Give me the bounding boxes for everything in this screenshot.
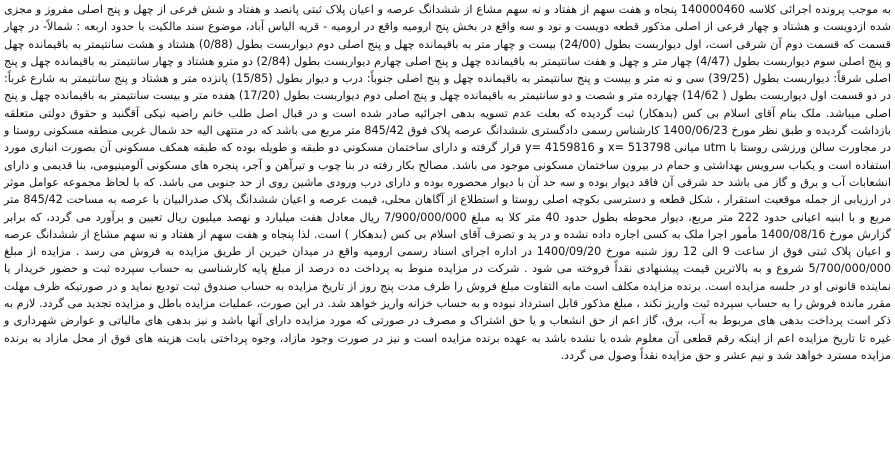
notice-body: به موجب پرونده اجرائی کلاسه 140000460 پنجاه و هفت سهم از هفتاد و نه سهم مشاع از ششدانگ عرصه و اعیان پلاک ثبتی پانصد و هفتاد و شش فرعی از چهل و پنج اصلی مفروز و مجزی شده ازدویست و هشتاد و چهار فرعی از اصلی مذکور قطعه دویست و نود و سه واقع در بخش پنج ارومیه واقع در ارومیه - قریه الیاس آباد، موضوع سند مالکیت با حدود اربعه : شمالاً- در چهار قسمت که قسمت دوم آن شرقی است، اول دیواربست بطول (24/00) بیست و چهار متر به باقیمانده چهل و پنج اصلی دوم دیواربست بطول (0/88) هشتاد و هشت سانتیمتر به باقیمانده چهل و پنج اصلی سوم دیواربست بطول (4/47) چهار متر و چهل و هفت سانتیمتر به باقیمانده چهل و پنج اصلی چهارم دیواربست بطول (2/84) دو مترو هشتاد و چهار سانتیمتر به باقیمانده چهل و پنج اصلی شرقاً: دیواربست بطول (39/25) سی و نه متر و بیست و پنج سانتیمتر به باقیمانده چهل و پنج اصلی جنوباً: درب و دیوار بطول (15/85) پانزده متر و هشتاد و پنج سانتیمتر به شارع غرباً: در دو قسمت اول دیواربست بطول ( 14/62) چهارده متر و شصت و دو سانتیمتر به باقیمانده چهل و پنج اصلی دوم دیواربست بطول (17/20) هفده متر و بیست سانتیمتر به باقیمانده چهل و پنج اصلی میباشد. ملک بنام آقای اسلام بی کس (بدهکار) ثبت گردیده که بعلت عدم تسویه بدهی اجرائیه صادر شده است و در قبال اصل طلب خانم راضیه نیکی آقگنبد و حقوق دولتی متعلقه بازداشت گردیده و طبق نظر مورخ 1400/06/23 کارشناس رسمی دادگستری ششدانگ عرصه پلاک فوق 845/42 متر مربع می باشد که در منتهی الیه حد شمال غربی منطقه مسکونی روستا و در مجاورت سالن ورزشی روستا با utm میانی x= 513798 و y= 4159816 قرار گرفته و دارای ساختمان مسکونی دو طبقه و طویله بوده که طبقه همکف مسکونی آن بصورت انباری مورد استفاده است و یکباب سرویس بهداشتی و حمام در بیرون ساختمان مسکونی موجود می باشد. مصالح بکار رفته در بنا چوب و تیرآهن و آجر، پنجره های مسکونی آلومینیومی، بنا قدیمی و دارای انشعابات آب و برق و گاز می باشد حد شرقی آن فاقد دیوار بوده و سه حد آن با دیوار محصوره بوده و دارای درب ورودی ماشین روی از حد جنوبی می باشد. که با لحاظ مجموعه عوامل موثر در ارزیابی از جمله موقعیت استقرار ، شکل قطعه و دسترسی بکوچه اصلی روستا و استطلاع از آگاهان محلی، قیمت عرصه و اعیان ششدانگ پلاک صدرالبیان با عرصه به مساحت 845/42 متر مربع و با ابنیه اعیانی حدود 222 متر مربع، دیوار محوطه بطول حدود 40 متر کلا به مبلغ 7/900/000/000 ریال معادل هفت میلیارد و نهصد میلیون ریال تعیین و برآورد می گردد، که برابر گزارش مورخ 1400/08/16 مأمور اجرا ملک به کسی اجاره داده نشده و در ید و تصرف آقای اسلام بی کس (بدهکار ) است. لذا پنجاه و هفت سهم از هفتاد و نه سهم مشاع از ششدانگ عرصه و اعیان پلاک ثبتی فوق از ساعت 9 الی 12 روز شنبه مورخ 1400/09/20 در اداره اجرای اسناد رسمی ارومیه واقع در میدان خیرین از طریق مزایده به فروش می رسد . مزایده از مبلغ 5/700/000/000 شروع و به بالاترین قیمت پیشنهادی نقداً فروخته می شود . شرکت در مزایده منوط به پرداخت ده درصد از مبلغ پایه کارشناسی به حساب سپرده ثبت و حضور خریدار یا نماینده قانونی او در جلسه مزایده است. برنده مزایده مکلف است مابه التفاوت مبلغ فروش را ظرف مدت پنج روز از تاریخ مزایده به حساب صندوق ثبت تودیع نماید و در صورتیکه ظرف مهلت مقرر مانده فروش را به حساب سپرده ثبت واریز نکند ، مبلغ مذکور قابل استرداد نبوده و به حساب خزانه واریز خواهد شد. در این صورت، عملیات مزایده باطل و مزایده تجدید می گردد. لازم به ذکر است پرداخت بدهی های مربوط به آب، برق، گاز اعم از حق انشعاب و یا حق اشتراک و مصرف در صورتی که مورد مزایده دارای آنها باشد و نیز بدهی های مالیاتی و عوارض شهرداری و غیره تا تاریخ مزایده اعم از اینکه رقم قطعی آن معلوم شده یا نشده باشد به عهده برنده مزایده است و نیز در صورت وجود مازاد، وجوه پرداختی بابت هزینه های فوق از محل مازاد به برنده مزایده مسترد خواهد شد و نیم عشر و حق مزایده نقداً وصول می گردد.	[4, 3, 892, 362]
